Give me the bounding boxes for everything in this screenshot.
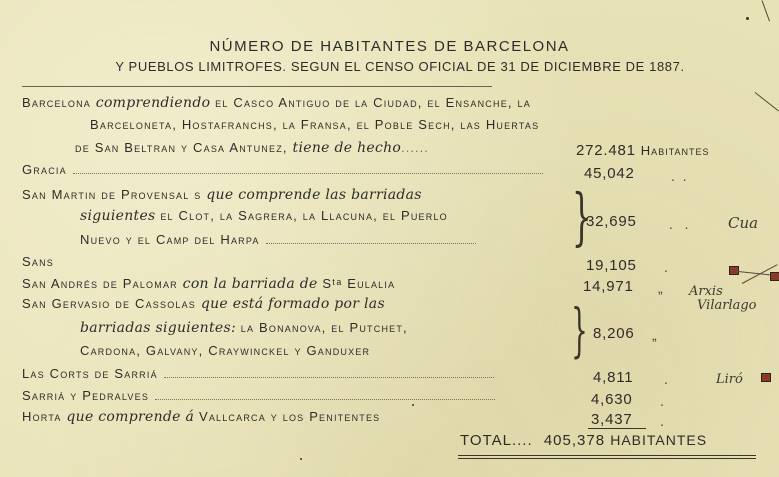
text-run: ...... xyxy=(401,140,429,155)
text-run: Barcelona xyxy=(22,95,96,110)
text-run: el Clot, la Sagrera, la Llacuna, el Puerlo xyxy=(155,208,448,223)
ditto-mark: „ xyxy=(658,280,663,296)
map-label-arxis: Arxis xyxy=(689,284,723,299)
ditto-mark: . . xyxy=(669,216,689,232)
map-label-vilanlago: Vilarlago xyxy=(697,298,757,313)
row-horta-line-1 xyxy=(22,409,380,425)
total-unit: HABITANTES xyxy=(610,432,708,448)
top-rule xyxy=(22,86,492,87)
text-run: Sᵗᵃ Eulalia xyxy=(317,276,396,291)
paper-speck xyxy=(412,404,414,406)
row-barcelona-number: 272.481 xyxy=(576,142,636,159)
brace-san-martin: } xyxy=(571,180,592,253)
row-horta-value: 3,437 xyxy=(591,411,633,428)
text-run: Las Corts de Sarriá xyxy=(22,366,158,381)
row-barcelona-line-1 xyxy=(22,95,531,111)
row-sarria-value: 4,630 xyxy=(591,391,633,408)
text-run: Barceloneta, Hostafranchs, la Fransa, el Poble Sech, las Huertas xyxy=(90,117,540,132)
dotted-leader xyxy=(73,172,543,174)
text-run: siguientes xyxy=(80,208,156,224)
document-title: NÚMERO DE HABITANTES DE BARCELONA xyxy=(209,38,570,55)
text-run: el Casco Antiguo de la Ciudad, el Ensanche, la xyxy=(210,95,531,110)
row-barcelona-unit: Habitantes xyxy=(640,143,710,158)
map-label-liro: Liró xyxy=(716,372,743,387)
row-las-corts-value: 4,811 xyxy=(593,369,634,386)
row-gracia-line-1 xyxy=(22,162,543,177)
total-label: TOTAL.... xyxy=(460,432,533,449)
total-value: 405,378 xyxy=(543,432,606,449)
text-run: la Bonanova, el Putchet, xyxy=(236,320,408,335)
text-run: que está formado por las xyxy=(200,296,385,312)
text-run: barriadas siguientes: xyxy=(80,320,236,336)
row-barcelona-value xyxy=(576,142,710,159)
text-run: Sarriá y Pedralves xyxy=(22,388,150,403)
row-san-gervasio-value: 8,206 xyxy=(593,325,635,342)
text-run: San Andrés de Palomar xyxy=(22,276,183,291)
text-run: San Martin de Provensal s xyxy=(22,187,207,202)
row-sarria-line-1 xyxy=(22,388,495,403)
paper-speck xyxy=(746,17,749,20)
row-barcelona-line-2 xyxy=(90,117,539,132)
map-building-icon xyxy=(761,373,771,382)
text-run: Nuevo y el Camp del Harpa xyxy=(80,232,260,247)
row-san-gervasio-line-2 xyxy=(80,320,408,336)
map-road-line xyxy=(738,271,771,275)
ditto-mark: „ xyxy=(652,327,657,343)
ditto-mark: . xyxy=(664,259,668,275)
text-run: comprendiendo xyxy=(95,95,211,111)
paper-speck xyxy=(300,458,302,460)
dotted-leader xyxy=(164,376,494,378)
row-san-martin-line-2 xyxy=(80,208,448,224)
text-run: Horta xyxy=(22,409,67,424)
map-road-line xyxy=(762,0,770,21)
brace-san-gervasio: } xyxy=(571,296,588,364)
text-run: Sans xyxy=(22,254,54,269)
row-san-gervasio-line-3 xyxy=(80,343,370,358)
ditto-mark: . xyxy=(660,393,664,409)
row-barcelona-line-3 xyxy=(75,140,429,156)
text-run: Vallcarca y los Penitentes xyxy=(194,409,381,424)
map-road-line xyxy=(755,92,779,111)
text-run: tiene de hecho xyxy=(292,140,402,156)
row-san-gervasio-line-1 xyxy=(22,296,385,312)
row-sans-line-1 xyxy=(22,254,54,269)
text-run: San Gervasio de Cassolas xyxy=(22,296,201,311)
total-row xyxy=(460,432,707,449)
ditto-mark: . xyxy=(660,413,664,429)
ditto-mark: . xyxy=(664,371,668,387)
map-building-icon xyxy=(770,272,779,281)
sum-rule xyxy=(588,428,646,429)
total-underline-1 xyxy=(458,455,756,456)
ditto-mark: . . xyxy=(671,168,687,184)
total-underline-2 xyxy=(458,458,756,459)
dotted-leader xyxy=(155,398,495,400)
map-label-cua: Cua xyxy=(728,214,759,232)
dotted-leader xyxy=(266,242,476,244)
row-san-martin-line-3 xyxy=(80,232,476,247)
row-san-martin-line-1 xyxy=(22,187,422,203)
text-run: Gracia xyxy=(22,162,67,177)
row-las-corts-line-1 xyxy=(22,366,494,381)
text-run: que comprende á xyxy=(66,409,195,425)
row-san-martin-value: 32,695 xyxy=(586,213,637,230)
text-run: Cardona, Galvany, Craywinckel y Ganduxer xyxy=(80,343,371,358)
row-sans-value: 19,105 xyxy=(586,257,637,274)
text-run: que comprende las barriadas xyxy=(206,187,422,203)
text-run: con la barriada de xyxy=(182,276,318,292)
row-gracia-value: 45,042 xyxy=(584,165,635,182)
row-san-andres-line-1 xyxy=(22,276,395,292)
text-run: de San Beltran y Casa Antunez, xyxy=(75,140,293,155)
document-subtitle: Y PUEBLOS LIMITROFES. SEGUN EL CENSO OFICIAL DE 31 DE DICIEMBRE DE 1887. xyxy=(115,59,685,74)
row-san-andres-value: 14,971 xyxy=(583,278,634,295)
